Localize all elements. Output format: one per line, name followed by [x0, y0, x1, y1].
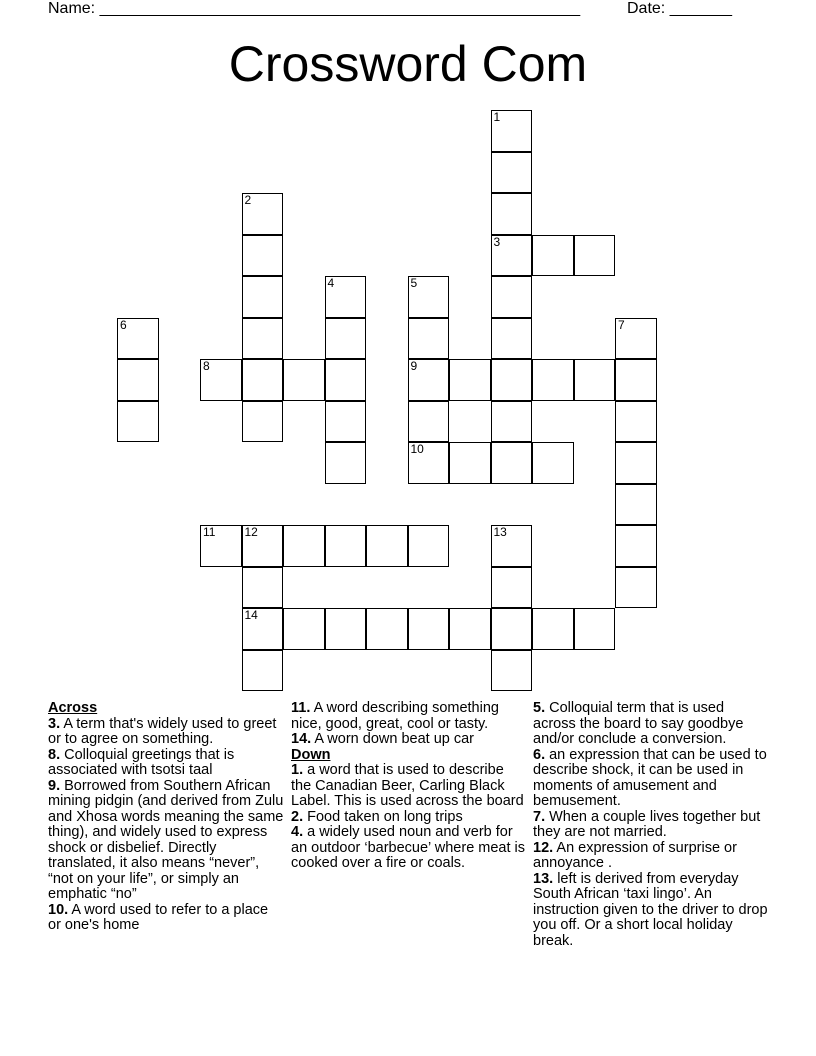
clue-down-13: 13. left is derived from everyday South African ‘taxi lingo’. An instruction given to the driver to drop you off. Or a short local holiday break.	[533, 870, 768, 949]
grid-cell[interactable]	[491, 608, 533, 650]
grid-cell[interactable]	[491, 567, 533, 609]
clue-down-12: 12. An expression of surprise or annoyance .	[533, 839, 737, 871]
grid-cell[interactable]	[615, 567, 657, 609]
clues-column-3	[533, 701, 769, 949]
grid-cell[interactable]	[408, 401, 450, 443]
clue-number-11: 11	[203, 525, 216, 539]
clue-across-10: 10. A word used to refer to a place or one's home	[48, 901, 269, 933]
grid-cell[interactable]	[491, 152, 533, 194]
grid-cell[interactable]	[491, 442, 533, 484]
grid-cell[interactable]	[283, 525, 325, 567]
grid-cell[interactable]	[242, 359, 284, 401]
clue-down-6: 6. an expression that can be used to describe shock, it can be used in moments of amusement and bemusement.	[533, 746, 767, 809]
grid-cell[interactable]	[491, 359, 533, 401]
grid-cell[interactable]	[283, 359, 325, 401]
grid-cell[interactable]	[325, 608, 367, 650]
grid-cell[interactable]	[615, 484, 657, 526]
clue-across-8: 8. Colloquial greetings that is associated with tsotsi taal	[48, 746, 235, 778]
grid-cell[interactable]	[532, 608, 574, 650]
grid-cell[interactable]	[532, 235, 574, 277]
name-field[interactable]: Name: ______________________________________________________	[48, 0, 581, 17]
date-field[interactable]: Date: _______	[627, 0, 732, 17]
clue-number-12: 12	[244, 525, 258, 539]
clue-number-14: 14	[244, 608, 258, 622]
clue-number-10: 10	[410, 442, 424, 456]
clues-column-1	[48, 701, 284, 934]
clue-number-7: 7	[618, 317, 625, 332]
grid-cell[interactable]	[574, 359, 616, 401]
grid-cell[interactable]	[449, 359, 491, 401]
grid-cell[interactable]	[366, 608, 408, 650]
clue-down-4: 4. a widely used noun and verb for an outdoor ‘barbecue’ where meat is cooked over a fire or coals.	[291, 824, 526, 871]
grid-cell[interactable]	[325, 359, 367, 401]
grid-cell[interactable]	[325, 442, 367, 484]
grid-cell[interactable]	[615, 525, 657, 567]
clue-number-3: 3	[493, 234, 501, 249]
grid-cell[interactable]	[532, 359, 574, 401]
clue-down-1: 1. a word that is used to describe the Canadian Beer, Carling Black Label. This is used across the board	[291, 762, 524, 809]
clue-number-2: 2	[244, 193, 252, 207]
clue-number-1: 1	[493, 110, 501, 124]
clues-column-2	[291, 701, 527, 872]
page-title: Crossword Com	[228, 36, 588, 92]
grid-cell[interactable]	[532, 442, 574, 484]
grid-cell[interactable]	[117, 401, 159, 443]
grid-cell[interactable]	[366, 525, 408, 567]
across-heading: Across	[48, 700, 98, 716]
grid-cell[interactable]	[574, 235, 616, 277]
clue-down-7: 7. When a couple lives together but they are not married.	[533, 808, 761, 840]
grid-cell[interactable]	[491, 193, 533, 235]
clue-number-5: 5	[410, 276, 418, 290]
grid-cell[interactable]	[408, 525, 450, 567]
down-heading: Down	[291, 746, 331, 763]
clue-number-6: 6	[120, 317, 127, 332]
grid-cell[interactable]	[242, 235, 284, 277]
grid-cell[interactable]	[242, 276, 284, 318]
grid-cell[interactable]	[491, 650, 533, 692]
grid-cell[interactable]	[325, 318, 367, 360]
grid-cell[interactable]	[449, 442, 491, 484]
grid-cell[interactable]	[242, 401, 284, 443]
clue-down-2: 2. Food taken on long trips	[291, 808, 463, 825]
clue-number-13: 13	[493, 525, 507, 539]
grid-cell[interactable]	[491, 276, 533, 318]
grid-cell[interactable]	[615, 442, 657, 484]
clue-across-11: 11. A word describing something nice, good, great, cool or tasty.	[291, 700, 499, 732]
clue-across-3: 3. A term that's widely used to greet or to agree on something.	[48, 715, 277, 747]
clue-number-8: 8	[203, 359, 210, 373]
grid-cell[interactable]	[117, 359, 159, 401]
grid-cell[interactable]	[283, 608, 325, 650]
grid-cell[interactable]	[615, 359, 657, 401]
clue-across-9: 9. Borrowed from Southern African mining pidgin (and derived from Zulu and Xhosa words meaning the same thing), and widely used to express shock or disbelief. Directly translated, it also means “never”, “not on your life”, or simply an emphatic “no”	[48, 777, 284, 902]
clue-number-9: 9	[410, 359, 418, 373]
grid-cell[interactable]	[491, 401, 533, 443]
clue-down-5: 5. Colloquial term that is used across the board to say goodbye and/or conclude a conversion.	[533, 700, 744, 747]
grid-cell[interactable]	[325, 525, 367, 567]
grid-cell[interactable]	[242, 650, 284, 692]
grid-cell[interactable]	[574, 608, 616, 650]
grid-cell[interactable]	[615, 401, 657, 443]
grid-cell[interactable]	[325, 401, 367, 443]
clue-number-4: 4	[327, 276, 335, 290]
clue-across-14: 14. A worn down beat up car	[291, 731, 474, 747]
grid-cell[interactable]	[242, 567, 284, 609]
grid-cell[interactable]	[491, 318, 533, 360]
grid-cell[interactable]	[242, 318, 284, 360]
grid-cell[interactable]	[408, 318, 450, 360]
grid-cell[interactable]	[449, 608, 491, 650]
grid-cell[interactable]	[408, 608, 450, 650]
